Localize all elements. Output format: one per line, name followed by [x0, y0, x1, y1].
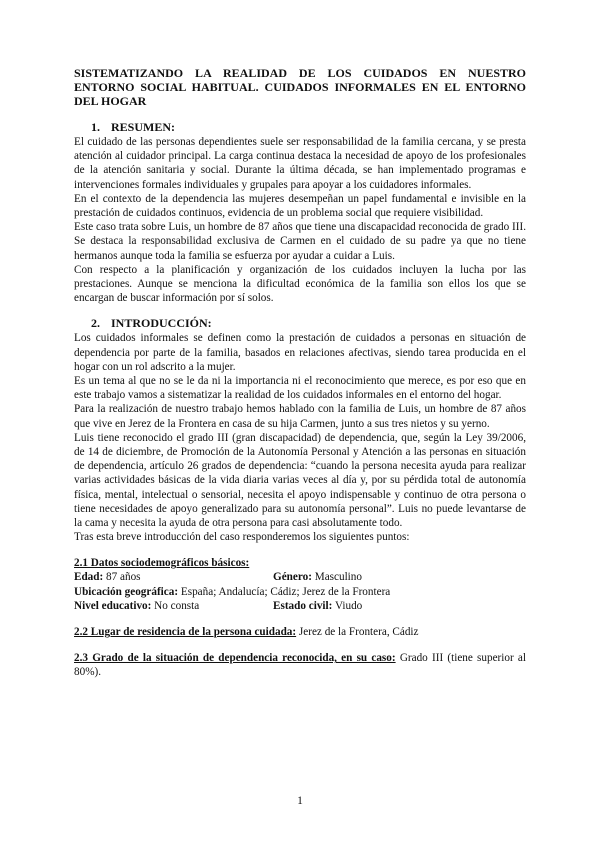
section-number: 1.: [91, 120, 100, 134]
field-label: Nivel educativo:: [74, 599, 152, 612]
paragraph: Luis tiene reconocido el grado III (gran discapacidad) de dependencia, que, según la Ley 39/2006, de 14 de diciembre, de Promoción de la Autonomía Personal y Atención a las personas en situación de dependencia, artículo 26 grados de dependencia: “cuando la persona necesita ayuda para realizar varias actividades básicas de la vida diaria varias veces al día y, por su pérdida total de autonomía física, mental, intelectual o sensorial, necesita el apoyo indispensable y continuo de otra persona o tiene necesidades de apoyo generalizado para su autonomía personal”. Luis no puede levantarse de la cama y necesita la ayuda de otra persona para casi absolutamente todo.: [74, 431, 526, 530]
section-heading-introduccion: [91, 316, 526, 330]
field-value: España; Andalucía; Cádiz; Jerez de la Frontera: [178, 585, 391, 598]
field-label: Edad:: [74, 571, 104, 584]
field-value: 87 años: [103, 571, 141, 584]
document-page: [74, 66, 526, 679]
paragraph: Para la realización de nuestro trabajo hemos hablado con la familia de Luis, un hombre de 87 años que vive en Jerez de la Frontera en casa de su hija Carmen, junto a sus tres nietos y su yerno.: [74, 403, 526, 430]
section-heading-resumen: [91, 120, 526, 134]
field-label: Género:: [273, 571, 312, 584]
data-row: [74, 599, 526, 613]
paragraph: Este caso trata sobre Luis, un hombre de 87 años que tiene una discapacidad reconocida de grado III. Se destaca la responsabilidad exclusiva de Carmen en el cuidado de su padre ya que no tiene hermanos aunque toda la familia se esfuerza por ayudar a cuidar a Luis.: [74, 221, 526, 262]
paragraph: El cuidado de las personas dependientes suele ser responsabilidad de la familia cercana, y se presta atención al cuidador principal. La carga continua destaca la necesidad de apoyo de los profesionales de la atención sanitaria y social. Durante la última década, se han implementado programas e intervenciones formales individuales y grupales para apoyar a los cuidadores informales.: [74, 136, 526, 191]
paragraph: Es un tema al que no se le da ni la importancia ni el reconocimiento que merece, es por eso que en este trabajo vamos a sistematizar la realidad de los cuidados informales en el entorno del hogar.: [74, 375, 526, 402]
field-label: Estado civil:: [273, 599, 333, 612]
subsection-grado-dependencia: 2.3 Grado de la situación de dependencia reconocida, en su caso: Grado III (tiene superior al 80%).: [74, 652, 526, 679]
section-title: INTRODUCCIÓN:: [111, 316, 212, 331]
paragraph: En el contexto de la dependencia las mujeres desempeñan un papel fundamental e invisible en la prestación de cuidados continuos, evidencia de un problema social que requiere visibilidad.: [74, 192, 526, 220]
paragraph: Los cuidados informales se definen como la prestación de cuidados a personas en situación de dependencia por parte de la familia, basados en relaciones afectivas, siendo tarea producida en el hogar con un rol adscrito a la mujer.: [74, 332, 526, 373]
section-number: 2.: [91, 316, 100, 331]
field-value: Grado III (tiene superior al 80%).: [74, 652, 526, 679]
paragraph: Con respecto a la planificación y organización de los cuidados incluyen la lucha por las prestaciones. Aunque se menciona la dificultad económica de la familia son ellos los que se encargan de buscar información por sí solos.: [74, 263, 526, 305]
data-row: [74, 585, 526, 599]
field-label: Ubicación geográfica:: [74, 585, 179, 598]
field-value: No consta: [151, 599, 200, 612]
page-number: 1: [297, 795, 303, 807]
field-value: Jerez de la Frontera, Cádiz: [296, 626, 419, 639]
document-title: SISTEMATIZANDO LA REALIDAD DE LOS CUIDADOS EN NUESTRO ENTORNO SOCIAL HABITUAL. CUIDADOS INFORMALES EN EL ENTORNO DEL HOGAR: [74, 66, 526, 108]
field-value: Masculino: [311, 571, 362, 584]
subsection-residencia: 2.2 Lugar de residencia de la persona cuidada: Jerez de la Frontera, Cádiz: [74, 626, 419, 639]
subsection-heading-sociodemograficos: 2.1 Datos sociodemográficos básicos:: [74, 557, 250, 570]
field-value: Viudo: [332, 599, 363, 612]
paragraph: Tras esta breve introducción del caso responderemos los siguientes puntos:: [74, 531, 410, 544]
data-row: [74, 570, 526, 584]
section-title: RESUMEN:: [111, 120, 176, 134]
